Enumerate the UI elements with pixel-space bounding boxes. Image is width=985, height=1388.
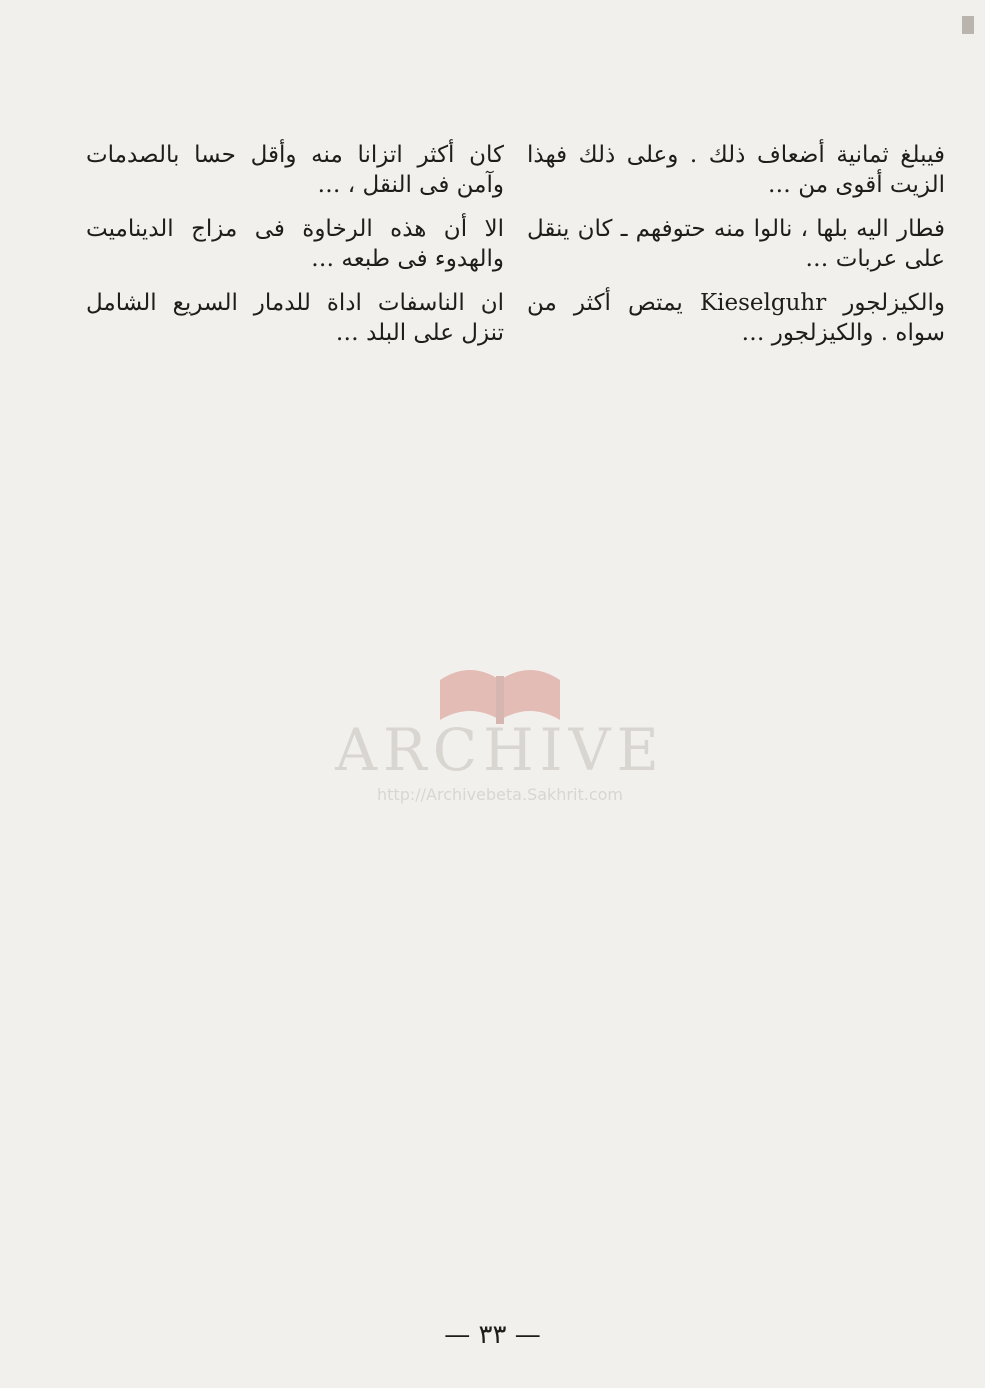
svg-text:ARCHIVE: ARCHIVE (335, 716, 665, 784)
svg-text:http://Archivebeta.Sakhrit.com: http://Archivebeta.Sakhrit.com (377, 785, 623, 804)
left-text-column (86, 140, 504, 362)
paragraph: الا أن هذه الرخاوة فى مزاج الديناميت والهدوء فى طبعه … (86, 216, 504, 272)
paragraph: فطار اليه بلها ، نالوا منه حتوفهم ـ كان ينقل على عربات … (527, 216, 945, 272)
paragraph: والكيزلجور Kieselguhr يمتص أكثر من سواه . والكيزلجور … (527, 290, 945, 346)
paragraph: ان الناسفات اداة للدمار السريع الشامل تنزل على البلد … (86, 290, 504, 346)
right-text-column (527, 140, 945, 362)
page-number: — ٣٣ — (444, 1320, 541, 1350)
archive-watermark (270, 620, 730, 820)
paragraph: كان أكثر اتزانا منه وأقل حسا بالصدمات وآمن فى النقل ، … (86, 142, 504, 198)
paragraph: فيبلغ ثمانية أضعاف ذلك . وعلى ذلك فهذا الزيت أقوى من … (527, 142, 945, 198)
book-logo-icon (440, 670, 560, 724)
scan-corner-mark (962, 16, 974, 34)
